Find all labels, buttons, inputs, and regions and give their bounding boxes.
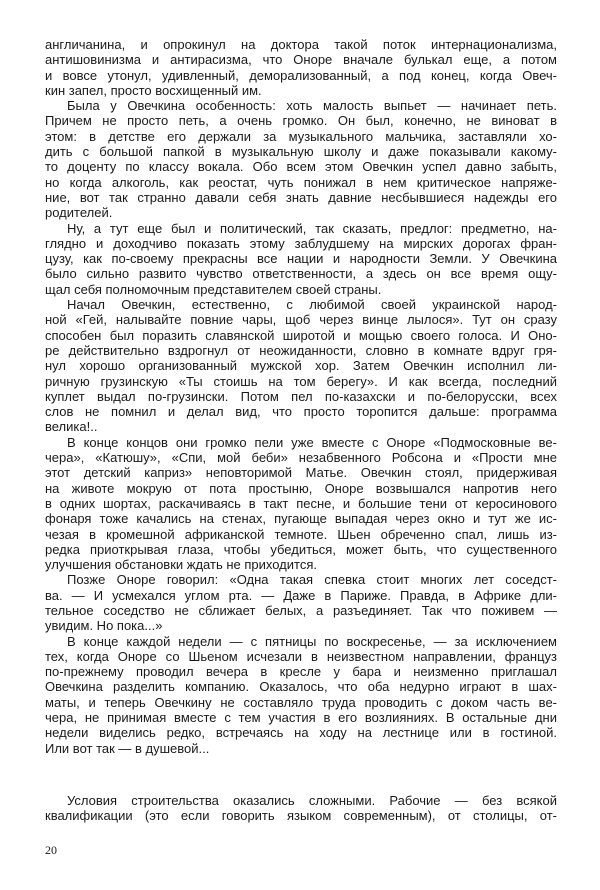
paragraph <box>45 37 557 98</box>
text-line: то доценту по классу вокала. Обо всем этом Овечкин успел давно забыть, <box>45 159 557 175</box>
text-line: Ну, а тут еще был и политический, так сказать, предлог: предметно, на- <box>67 220 557 236</box>
text-line: маты, и теперь Овечкину не составляло труда проводить с доком часть ве- <box>45 694 557 710</box>
text-line: дить с большой папкой в музыкальную школу и даже показывали какому- <box>45 144 557 160</box>
text-line: тех, когда Оноре со Шьеном исчезали в неизвестном направлении, француз <box>45 648 557 664</box>
text-line: слов не помнил и делал вид, что просто торопится дальше: программа <box>45 404 557 420</box>
paragraph <box>45 98 557 220</box>
text-line: В конце каждой недели — с пятницы по воскресенье, — за исключением <box>67 633 557 649</box>
text-line: англичанина, и опрокинул на доктора такой поток интернационализма, <box>45 37 557 52</box>
text-line: способен был поразить славянской широтой и мощью своего голоса. И Оно- <box>45 327 557 343</box>
paragraph <box>45 634 557 756</box>
text-line: глядно и доходчиво показать этому заблудшему на мирских дорогах фран- <box>45 235 557 251</box>
paragraph <box>45 297 557 435</box>
text-line: Или вот так — в душевой... <box>45 740 210 756</box>
text-line: Начал Овечкин, естественно, с любимой своей украинской народ- <box>67 297 557 313</box>
text-line: и вовсе утонул, удивленный, деморализованный, а под конец, когда Овеч- <box>45 67 557 83</box>
text-line: редка приоткрывая глаза, чтобы убедиться, может быть, что существенного <box>45 541 557 557</box>
text-line: тельное соседство не сближает белых, а разъединяет. Так что поживем — <box>45 602 557 618</box>
text-line: кин запел, просто восхищенный им. <box>45 82 262 98</box>
text-line: велика!.. <box>45 419 98 435</box>
text-line: цузу, как по-своему прекрасны все нации и народности Земли. У Овечкина <box>45 251 557 267</box>
text-line: ре действительно вздрогнул от неожиданности, словно в комнате вдруг гря- <box>45 342 557 358</box>
text-line: в одних шортах, раскачиваясь в такт песне, и большие тени от керосинового <box>45 495 557 511</box>
text-line: Причем не просто петь, а очень громко. Он был, конечно, не виноват в <box>45 113 557 129</box>
text-line: ной «Гей, налывайте повние чары, щоб через винце лылося». Тут он сразу <box>45 312 557 328</box>
text-line: ричную грузинскую «Ты стоишь на том берегу». И как всегда, последний <box>45 373 557 389</box>
text-line: Условия строительства оказались сложными. Рабочие — без всякой <box>67 792 557 808</box>
text-line: по-прежнему проводил вечера в кресле у бара и неизменно приглашал <box>45 664 557 680</box>
text-line: Была у Овечкина особенность: хоть малость выпьет — начинает петь. <box>67 98 557 114</box>
paragraph <box>45 435 557 573</box>
text-line: Позже Оноре говорил: «Одна такая спевка стоит многих лет соседст- <box>67 572 557 588</box>
text-line: куплет выдал по-грузински. Потом пел по-казахски и по-белорусски, всех <box>45 388 557 404</box>
paragraph <box>45 572 557 633</box>
page-number: 20 <box>45 843 57 857</box>
text-line: Овечкина разделить компанию. Оказалось, что оба недурно играют в шах- <box>45 679 557 695</box>
text-line: В конце концов они громко пели уже вместе с Оноре «Подмосковные ве- <box>67 434 557 450</box>
text-line: антишовинизма и антирасизма, что Оноре вначале булькал еще, а потом <box>45 52 557 68</box>
paragraph <box>45 793 557 824</box>
text-line: щал себя полномочным представителем своей страны. <box>45 281 382 297</box>
text-line: этот детский каприз» неповторимой Матье. Овечкин стоял, придерживая <box>45 465 557 481</box>
text-line: но когда алкоголь, как реостат, чуть понижал в нем критическое напряже- <box>45 174 557 190</box>
text-line: ние, вот так странно давали себя знать давние несбывшиеся надежды его <box>45 189 557 205</box>
text-line: фонаря тоже качались на стенах, пугающе выпадая через окно и тут же ис- <box>45 511 557 527</box>
text-line: этом: в детстве его держали за музыкального мальчика, заставляли хо- <box>45 128 557 144</box>
text-line: чера», «Катюшу», «Спи, мой беби» незабвенного Робсона и «Прости мне <box>45 450 557 466</box>
text-line: чезая в кромешной африканской темноте. Шьен обреченно спал, лишь из- <box>45 526 557 542</box>
text-line: на животе мокрую от пота простыню, Оноре возвышался напротив него <box>45 480 557 496</box>
section-break <box>45 756 557 793</box>
text-line: улучшения обстановки ждать не приходится. <box>45 557 317 573</box>
page-body-text <box>45 37 557 824</box>
text-line: квалификации (это если говорить языком современным), от столицы, от- <box>45 808 557 824</box>
paragraph <box>45 221 557 297</box>
text-line: чера, не принимая вместе с тем участия в его возлияниях. В остальные дни <box>45 710 557 726</box>
text-line: было сильно развито чувство ответственности, а здесь он все время ощу- <box>45 266 557 282</box>
text-line: нул хорошо организованный мужской хор. Затем Овечкин исполнил ли- <box>45 358 557 374</box>
text-line: недели виделись редко, встречаясь на ходу на лестнице или в гостиной. <box>45 725 557 741</box>
text-line: родителей. <box>45 205 113 221</box>
text-line: ва. — И усмехался углом рта. — Даже в Париже. Правда, в Африке дли- <box>45 587 557 603</box>
text-line: увидим. Но пока...» <box>45 618 163 634</box>
